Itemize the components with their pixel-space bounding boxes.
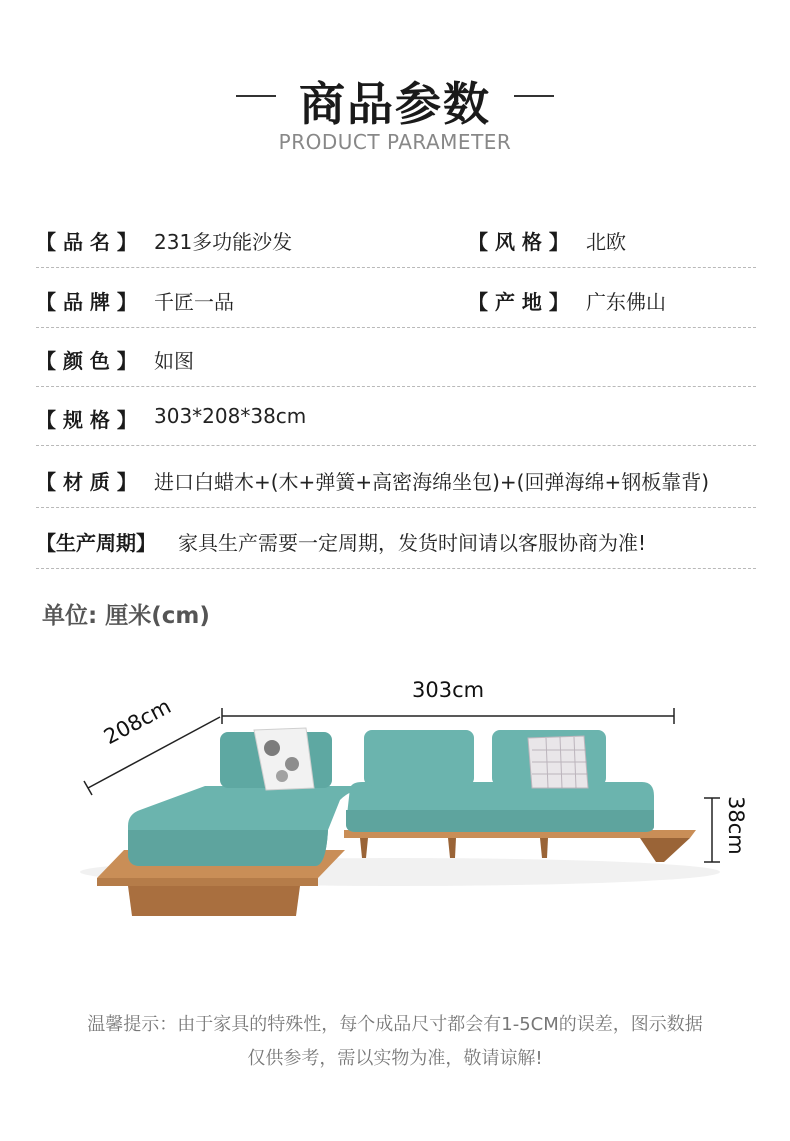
param-row-size <box>36 388 756 446</box>
param-label: 【 风 格 】 <box>468 230 569 254</box>
param-label: 【 产 地 】 <box>468 290 569 314</box>
footer-note-line2: 仅供参考，需以实物为准，敬请谅解! <box>247 1048 543 1069</box>
row-divider <box>36 507 756 508</box>
param-label: 【 品 牌 】 <box>36 290 137 314</box>
param-value: 如图 <box>154 349 194 373</box>
dimension-depth-label: 208cm <box>100 694 175 750</box>
page-subtitle: PRODUCT PARAMETER <box>278 130 512 154</box>
param-value: 广东佛山 <box>586 290 666 314</box>
page-title: 商品参数 <box>299 77 491 131</box>
param-label: 【 规 格 】 <box>36 408 137 432</box>
row-divider <box>36 267 756 268</box>
dimension-height-label: 38cm <box>724 796 748 855</box>
title-line-right <box>514 95 554 97</box>
param-row-name <box>36 210 756 268</box>
unit-label: 单位: 厘米(cm) <box>42 603 210 629</box>
param-label: 【 品 名 】 <box>36 230 137 254</box>
param-value: 家具生产需要一定周期，发货时间请以客服协商为准! <box>178 531 647 555</box>
footer-note-line1: 温馨提示：由于家具的特殊性，每个成品尺寸都会有1-5CM的误差，图示数据 <box>87 1014 703 1035</box>
param-value: 北欧 <box>586 230 626 254</box>
param-row-material <box>36 450 756 508</box>
param-value: 231多功能沙发 <box>154 230 293 254</box>
param-label: 【 颜 色 】 <box>36 349 137 373</box>
param-row-brand <box>36 270 756 328</box>
param-value: 千匠一品 <box>154 290 234 314</box>
dimension-width-label: 303cm <box>412 678 485 702</box>
row-divider <box>36 386 756 387</box>
param-row-production <box>36 511 756 569</box>
row-divider <box>36 327 756 328</box>
param-value: 303*208*38cm <box>154 404 307 428</box>
row-divider <box>36 568 756 569</box>
sofa-diagram <box>0 640 790 980</box>
param-value: 进口白蜡木+(木+弹簧+高密海绵坐包)+(回弹海绵+钢板靠背) <box>154 470 709 494</box>
param-label: 【 材 质 】 <box>36 470 137 494</box>
row-divider <box>36 445 756 446</box>
param-row-color <box>36 329 756 387</box>
param-label: 【生产周期】 <box>36 531 156 555</box>
